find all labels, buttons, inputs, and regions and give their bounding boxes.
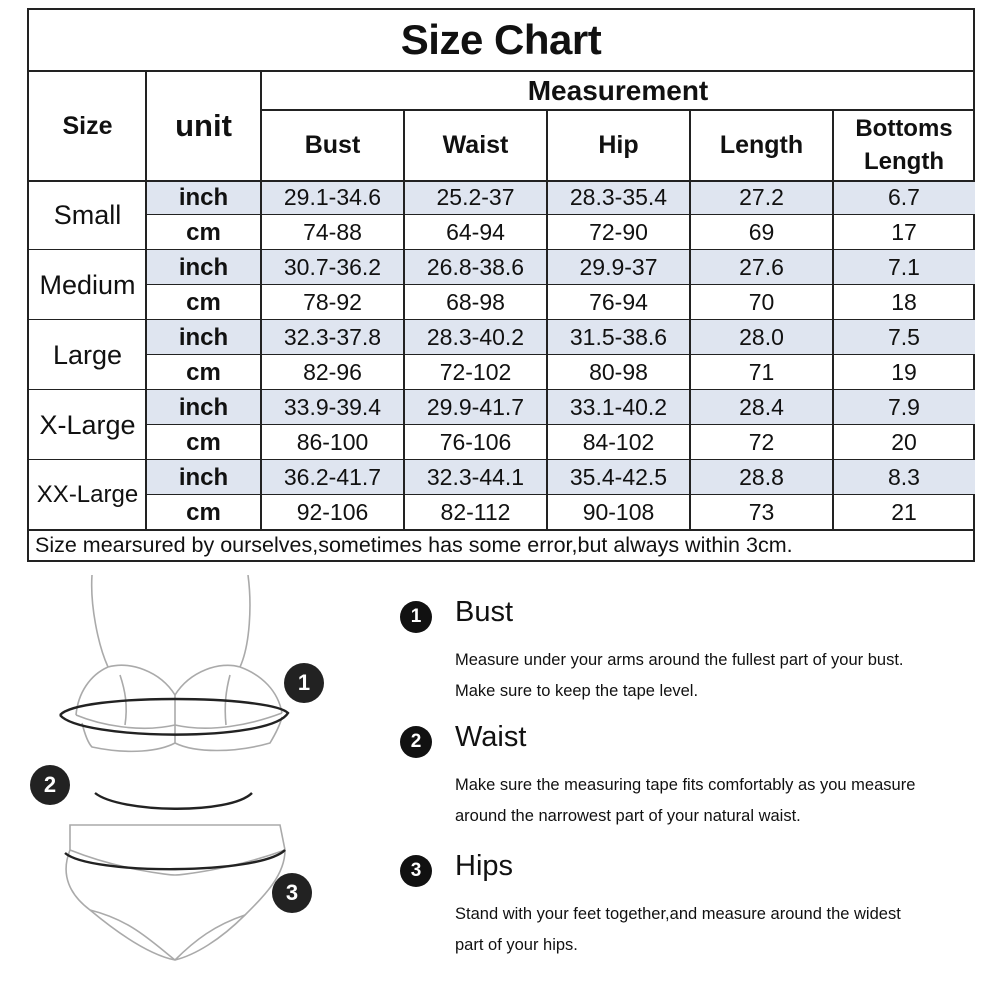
unit-label: cm <box>186 428 221 456</box>
table-cell: 7.1 <box>833 250 975 285</box>
unit-label: inch <box>146 250 261 285</box>
guide-number-3: 3 <box>400 855 432 887</box>
table-cell: 27.6 <box>690 250 833 285</box>
column-header-length: Length <box>719 130 804 159</box>
size-header: Size <box>62 111 113 140</box>
table-cell: 8.3 <box>833 460 975 495</box>
table-cell: 69 <box>748 219 775 245</box>
table-cell: 82-96 <box>303 359 362 385</box>
table-cell: 74-88 <box>303 219 362 245</box>
table-cell: 20 <box>891 429 917 455</box>
table-cell: 27.2 <box>690 180 833 215</box>
table-cell: 68-98 <box>446 289 505 315</box>
badge-2: 2 <box>30 765 70 805</box>
table-cell: 72-102 <box>439 359 512 385</box>
column-header-bottoms-length: Bottoms Length <box>855 115 953 175</box>
table-cell: 64-94 <box>446 219 505 245</box>
guide-desc-bust-1: Measure under your arms around the fullest part of your bust. <box>455 651 904 669</box>
table-cell: 86-100 <box>296 429 369 455</box>
table-cell: 18 <box>891 289 917 315</box>
guide-desc-bust-2: Make sure to keep the tape level. <box>455 682 699 700</box>
table-cell: 29.9-37 <box>547 250 690 285</box>
table-cell: 73 <box>748 499 775 525</box>
table-cell: 7.9 <box>833 390 975 425</box>
table-cell: 76-106 <box>439 429 512 455</box>
badge-3: 3 <box>272 873 312 913</box>
table-cell: 32.3-37.8 <box>261 320 404 355</box>
table-cell: 31.5-38.6 <box>547 320 690 355</box>
table-cell: 84-102 <box>582 429 655 455</box>
table-cell: 21 <box>891 499 917 525</box>
table-cell: 30.7-36.2 <box>261 250 404 285</box>
size-label: Medium <box>39 269 136 300</box>
guide-number-2: 2 <box>400 726 432 758</box>
table-cell: 90-108 <box>582 499 655 525</box>
guide-bust <box>400 596 990 711</box>
table-cell: 33.1-40.2 <box>547 390 690 425</box>
table-cell: 70 <box>748 289 775 315</box>
badge-1: 1 <box>284 663 324 703</box>
unit-label: cm <box>186 218 221 246</box>
unit-label: cm <box>186 498 221 526</box>
table-cell: 32.3-44.1 <box>404 460 547 495</box>
column-header-hip: Hip <box>598 130 639 159</box>
table-cell: 82-112 <box>440 499 511 525</box>
guide-desc-hips-1: Stand with your feet together,and measure around the widest <box>455 905 901 923</box>
unit-label: inch <box>146 180 261 215</box>
measurement-header: Measurement <box>527 75 709 106</box>
table-cell: 72 <box>748 429 775 455</box>
table-cell: 72-90 <box>589 219 648 245</box>
table-cell: 7.5 <box>833 320 975 355</box>
guide-title-bust: Bust <box>455 596 514 628</box>
column-header-waist: Waist <box>442 130 509 159</box>
size-label: Small <box>53 199 122 230</box>
table-cell: 19 <box>891 359 917 385</box>
table-cell: 80-98 <box>589 359 648 385</box>
measurement-note: Size mearsured by ourselves,sometimes has some error,but always within 3cm. <box>35 533 793 557</box>
guide-waist <box>400 721 990 836</box>
size-label: X-Large <box>39 409 136 440</box>
table-cell: 71 <box>748 359 775 385</box>
guide-desc-waist-1: Make sure the measuring tape fits comfortably as you measure <box>455 776 916 794</box>
table-cell: 36.2-41.7 <box>261 460 404 495</box>
guide-desc-waist-2: around the narrowest part of your natural waist. <box>455 807 801 825</box>
table-cell: 28.3-35.4 <box>547 180 690 215</box>
table-cell: 17 <box>891 219 917 245</box>
bust-tape-line <box>60 699 288 735</box>
size-label: Large <box>52 339 123 370</box>
guide-hips <box>400 850 990 965</box>
table-cell: 29.9-41.7 <box>404 390 547 425</box>
table-cell: 78-92 <box>303 289 362 315</box>
unit-label: cm <box>186 288 221 316</box>
unit-label: inch <box>146 320 261 355</box>
garment-illustration <box>30 575 340 995</box>
column-header-bust: Bust <box>304 130 361 159</box>
unit-label: cm <box>186 358 221 386</box>
unit-label: inch <box>146 390 261 425</box>
table-cell: 25.2-37 <box>404 180 547 215</box>
table-cell: 29.1-34.6 <box>261 180 404 215</box>
unit-header: unit <box>175 108 232 143</box>
table-cell: 33.9-39.4 <box>261 390 404 425</box>
table-cell: 26.8-38.6 <box>404 250 547 285</box>
table-cell: 76-94 <box>589 289 648 315</box>
guide-number-1: 1 <box>400 601 432 633</box>
table-cell: 28.8 <box>690 460 833 495</box>
bikini-diagram <box>30 575 340 995</box>
table-cell: 35.4-42.5 <box>547 460 690 495</box>
table-cell: 6.7 <box>833 180 975 215</box>
table-cell: 28.3-40.2 <box>404 320 547 355</box>
table-cell: 28.0 <box>690 320 833 355</box>
table-cell: 28.4 <box>690 390 833 425</box>
chart-title: Size Chart <box>29 10 973 72</box>
unit-label: inch <box>146 460 261 495</box>
table-cell: 92-106 <box>296 499 369 525</box>
guide-title-hips: Hips <box>455 850 514 882</box>
size-chart-table <box>27 8 975 562</box>
waist-tape-line <box>95 793 252 809</box>
guide-desc-hips-2: part of your hips. <box>455 936 578 954</box>
guide-title-waist: Waist <box>455 721 527 753</box>
size-label: XX-Large <box>36 481 139 508</box>
